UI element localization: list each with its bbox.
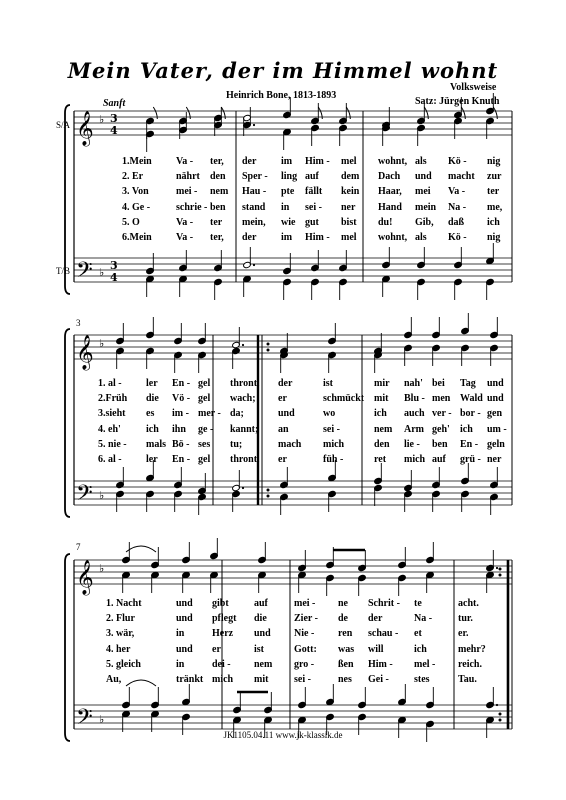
lyric-syllable: und	[487, 393, 504, 405]
flat-key-signature-icon: ♭	[99, 337, 105, 350]
lyric-syllable: Him -	[368, 658, 393, 670]
flat-key-signature-icon: ♭	[99, 713, 105, 726]
lyric-syllable: En -	[172, 454, 191, 465]
treble-clef-icon: 𝄞	[76, 560, 94, 595]
lyric-syllable: mals	[146, 438, 166, 450]
lyric-syllable: mich	[404, 454, 426, 465]
lyric-syllable: mel	[341, 156, 357, 167]
lyric-syllable: als	[415, 156, 427, 167]
lyric-syllable: ver -	[432, 408, 452, 420]
lyric-syllable: ter,	[210, 156, 224, 167]
lyric-syllable: ner	[487, 454, 502, 465]
time-sig-bottom: 4	[110, 271, 118, 284]
time-sig-top: 3	[110, 259, 118, 272]
lyric-syllable: Na -	[414, 613, 433, 625]
repeat-dot	[267, 495, 270, 498]
lyric-syllable: mehr?	[458, 643, 486, 655]
lyric-syllable: ner	[341, 201, 356, 213]
lyricist-credit: Heinrich Bone, 1813-1893	[226, 90, 337, 101]
lyric-syllable: 3.sieht	[98, 408, 126, 420]
repeat-dot	[499, 574, 502, 577]
note-dot	[496, 567, 498, 569]
time-sig-top: 3	[110, 112, 118, 125]
lyric-syllable: Wald	[460, 393, 483, 405]
lyric-syllable: Blu -	[404, 393, 425, 405]
lyric-syllable: im	[281, 156, 293, 167]
lyric-syllable: stand	[242, 201, 266, 213]
lyric-syllable: bor -	[460, 408, 481, 420]
lyric-syllable: acht.	[458, 598, 479, 609]
lyric-syllable: ich	[414, 643, 427, 655]
measure-number-3: 3	[76, 318, 81, 328]
lyric-syllable: Kö -	[448, 232, 467, 243]
lyric-syllable: wohnt,	[378, 156, 408, 167]
lyric-syllable: mei	[415, 186, 431, 198]
footer-credit: JK1105.04.11 www.jk-klassik.de	[223, 730, 343, 740]
lyric-syllable: zur	[487, 171, 502, 183]
lyric-syllable: und	[278, 408, 295, 420]
lyric-syllable: macht	[448, 171, 475, 183]
lyric-syllable: auf	[254, 598, 268, 609]
lyric-syllable: daß	[448, 216, 465, 228]
lyric-syllable: Him -	[305, 232, 330, 243]
lyric-syllable: Hand	[378, 201, 402, 213]
lyric-syllable: der	[278, 378, 293, 389]
lyric-syllable: nig	[487, 156, 501, 167]
lyric-syllable: bei	[432, 378, 445, 389]
lyric-syllable: Gib,	[415, 216, 434, 228]
lyric-syllable: ren	[338, 628, 353, 640]
lyric-syllable: 2. Er	[122, 171, 144, 183]
lyric-syllable: Gott:	[294, 643, 317, 655]
lyric-syllable: nes	[338, 674, 352, 685]
note-dot	[253, 124, 255, 126]
lyric-syllable: wach;	[230, 393, 256, 405]
lyric-syllable: gel	[198, 378, 211, 389]
lyric-syllable: da;	[230, 408, 244, 420]
lyric-syllable: schrie -	[176, 201, 208, 213]
lyric-syllable: 1.Mein	[122, 156, 152, 167]
lyric-syllable: mit	[374, 393, 389, 405]
lyric-syllable: 4. her	[106, 643, 131, 655]
lyric-syllable: er	[278, 393, 287, 405]
lyric-syllable: ßen	[338, 658, 354, 670]
repeat-dot	[499, 713, 502, 716]
lyric-syllable: ist	[254, 643, 264, 655]
lyric-syllable: ret	[374, 454, 387, 465]
tempo-marking: Sanft	[103, 98, 126, 109]
lyric-syllable: und	[254, 628, 271, 640]
flat-key-signature-icon: ♭	[99, 489, 105, 502]
repeat-dot	[499, 568, 502, 571]
lyric-syllable: die	[254, 613, 267, 625]
repeat-dot	[267, 349, 270, 352]
lyric-syllable: Schrit -	[368, 598, 400, 609]
lyric-syllable: Him -	[305, 156, 330, 167]
time-sig-bottom: 4	[110, 124, 118, 137]
lyric-syllable: 6.Mein	[122, 232, 152, 243]
lyric-syllable: sei -	[305, 201, 322, 213]
lyric-syllable: dei -	[212, 658, 231, 670]
lyric-syllable: Tau.	[458, 674, 477, 685]
lyric-syllable: grü -	[460, 454, 481, 465]
lyric-syllable: nem	[254, 658, 273, 670]
lyric-syllable: und	[487, 378, 504, 389]
song-title: Mein Vater, der im Himmel wohnt	[67, 58, 499, 83]
lyric-syllable: in	[281, 201, 290, 213]
lyric-syllable: mel -	[414, 658, 436, 670]
flat-key-signature-icon: ♭	[99, 266, 105, 279]
lyric-syllable: ter	[487, 186, 500, 198]
lyric-syllable: und	[176, 613, 193, 625]
lyric-syllable: ne	[338, 598, 348, 609]
lyric-syllable: er	[278, 454, 287, 465]
system-bracket	[65, 329, 70, 517]
lyric-syllable: im -	[172, 408, 189, 420]
lyric-syllable: Sper -	[242, 171, 268, 183]
lyric-syllable: füh -	[323, 454, 344, 465]
lyric-syllable: wo	[323, 408, 336, 420]
lyric-syllable: mer -	[198, 408, 221, 420]
lyric-syllable: Va -	[176, 232, 194, 243]
note-dot	[496, 704, 498, 706]
lyric-syllable: geh'	[432, 423, 450, 435]
lyric-syllable: 4. eh'	[98, 423, 121, 435]
lyric-syllable: lie -	[404, 438, 420, 450]
lyric-syllable: pte	[281, 186, 295, 198]
note-dot	[242, 344, 244, 346]
voice-label-lower: T/B	[56, 266, 71, 276]
lyric-syllable: will	[368, 643, 384, 655]
lyric-syllable: nig	[487, 232, 501, 243]
lyric-syllable: de	[338, 613, 348, 625]
lyric-syllable: was	[338, 643, 355, 655]
lyric-syllable: nährt	[176, 171, 200, 183]
lyric-syllable: mach	[278, 438, 302, 450]
lyric-syllable: er.	[458, 628, 469, 640]
lyric-syllable: me,	[487, 201, 503, 213]
lyric-syllable: Nie -	[294, 628, 315, 640]
lyric-syllable: thront,	[230, 454, 260, 465]
lyric-syllable: der	[242, 156, 257, 167]
lyric-syllable: ter	[210, 216, 223, 228]
lyric-syllable: kein	[341, 186, 360, 198]
lyric-syllable: auch	[404, 408, 425, 420]
lyric-syllable: Gei -	[368, 674, 389, 685]
lyric-syllable: gel	[198, 454, 211, 465]
lyric-syllable: Dach	[378, 171, 401, 183]
lyric-syllable: mich	[323, 438, 345, 450]
system-bracket	[65, 554, 70, 741]
lyric-syllable: bist	[341, 216, 357, 228]
lyric-syllable: te	[414, 598, 422, 609]
lyric-syllable: als	[415, 232, 427, 243]
lyric-syllable: Vö -	[172, 393, 191, 405]
lyric-syllable: tränkt	[176, 674, 204, 685]
lyric-syllable: mein,	[242, 216, 266, 228]
lyric-syllable: 1. al -	[98, 378, 122, 389]
lyric-syllable: mei -	[176, 186, 198, 198]
lyric-syllable: gut	[305, 216, 319, 228]
lyric-syllable: Haar,	[378, 186, 402, 198]
lyric-syllable: Herz	[212, 628, 234, 640]
lyric-syllable: du!	[378, 216, 393, 228]
system-bracket	[65, 105, 70, 294]
lyric-syllable: die	[146, 393, 159, 405]
lyric-syllable: Tag	[460, 378, 476, 389]
lyric-syllable: 5. O	[122, 216, 140, 228]
lyric-syllable: gro -	[294, 658, 315, 670]
lyric-syllable: 2. Flur	[106, 613, 135, 625]
repeat-dot	[499, 719, 502, 722]
lyric-syllable: schmückt	[323, 393, 365, 405]
lyric-syllable: mel	[341, 232, 357, 243]
lyric-syllable: ses	[198, 438, 211, 450]
flat-key-signature-icon: ♭	[99, 562, 105, 575]
lyric-syllable: ihn	[172, 423, 186, 435]
lyric-syllable: ich	[146, 423, 159, 435]
lyric-syllable: tu;	[230, 438, 243, 450]
lyric-syllable: und	[176, 598, 193, 609]
lyric-syllable: er	[212, 643, 221, 655]
lyric-syllable: gel	[198, 393, 211, 405]
lyric-syllable: ich	[374, 408, 387, 420]
composer-credit: Volksweise	[450, 82, 497, 93]
lyric-syllable: nah'	[404, 378, 423, 389]
treble-clef-icon: 𝄞	[76, 111, 94, 146]
lyric-syllable: geln	[487, 438, 505, 450]
lyric-syllable: den	[374, 438, 390, 450]
lyric-syllable: Arm	[404, 423, 424, 435]
lyric-syllable: gibt	[212, 598, 229, 609]
lyric-syllable: Au,	[106, 674, 122, 685]
lyric-syllable: 2.Früh	[98, 393, 128, 405]
lyric-syllable: mich	[212, 674, 234, 685]
lyric-syllable: sei -	[294, 674, 311, 685]
lyric-syllable: in	[176, 628, 185, 640]
lyric-syllable: 3. Von	[122, 186, 149, 198]
bass-clef-icon: 𝄢	[76, 705, 93, 735]
lyric-syllable: Va -	[176, 216, 194, 228]
lyric-syllable: 5. gleich	[106, 658, 141, 670]
lyric-syllable: Bö -	[172, 438, 190, 450]
lyric-syllable: Hau -	[242, 186, 267, 198]
lyric-syllable: ich	[487, 216, 500, 228]
lyric-syllable: Na -	[448, 201, 467, 213]
lyric-syllable: der	[368, 613, 383, 625]
lyric-syllable: und	[176, 643, 193, 655]
lyric-syllable: 4. Ge -	[122, 201, 151, 213]
lyric-syllable: men	[432, 393, 451, 405]
arranger-credit: Satz: Jürgen Knuth	[415, 96, 500, 107]
note-dot	[253, 264, 255, 266]
bass-clef-icon: 𝄢	[76, 481, 93, 511]
lyric-syllable: es	[146, 408, 155, 420]
bass-clef-icon: 𝄢	[76, 258, 93, 288]
lyric-syllable: stes	[414, 674, 430, 685]
lyric-syllable: 6. al -	[98, 454, 122, 465]
lyric-syllable: auf	[305, 171, 319, 183]
lyric-syllable: auf	[432, 454, 446, 465]
lyric-syllable: ge -	[198, 423, 214, 435]
lyric-syllable: ist	[323, 378, 333, 389]
lyric-syllable: pflegt	[212, 613, 237, 625]
slur	[126, 680, 156, 686]
lyric-syllable: mei -	[294, 598, 316, 609]
lyric-syllable: in	[176, 658, 185, 670]
lyric-syllable: thront,	[230, 378, 260, 389]
lyric-syllable: nem	[374, 423, 393, 435]
lyric-syllable: mit	[254, 674, 269, 685]
lyric-syllable: mein	[415, 201, 437, 213]
note-dot	[242, 487, 244, 489]
lyric-syllable: En -	[460, 438, 479, 450]
measure-number-7: 7	[76, 542, 81, 552]
lyric-syllable: 3. wär,	[106, 628, 135, 640]
lyric-syllable: und	[415, 171, 432, 183]
flat-key-signature-icon: ♭	[99, 113, 105, 126]
lyric-syllable: ben	[210, 201, 226, 213]
lyric-syllable: ben	[432, 438, 448, 450]
lyric-syllable: ich	[460, 423, 473, 435]
lyric-syllable: et	[414, 628, 422, 640]
lyric-syllable: sei -	[323, 423, 340, 435]
lyric-syllable: Zier -	[294, 613, 318, 625]
lyric-syllable: ler	[146, 454, 158, 465]
repeat-dot	[267, 489, 270, 492]
lyric-syllable: Va -	[448, 186, 466, 198]
lyric-syllable: wie	[281, 216, 296, 228]
lyric-syllable: schau -	[368, 628, 399, 640]
lyric-syllable: ler	[146, 378, 158, 389]
lyric-syllable: Va -	[176, 156, 194, 167]
lyric-syllable: den	[210, 171, 226, 183]
lyric-syllable: der	[242, 232, 257, 243]
lyric-syllable: dem	[341, 171, 360, 183]
lyric-syllable: tur.	[458, 613, 473, 625]
lyric-syllable: En -	[172, 378, 191, 389]
lyric-syllable: reich.	[458, 658, 482, 670]
lyric-syllable: kannt;	[230, 423, 259, 435]
voice-label-upper: S/A	[56, 120, 71, 130]
lyric-syllable: nem	[210, 186, 229, 198]
lyric-syllable: gen	[487, 408, 502, 420]
lyric-syllable: im	[281, 232, 293, 243]
lyric-syllable: mir	[374, 378, 390, 389]
treble-clef-icon: 𝄞	[76, 335, 94, 370]
lyric-syllable: um -	[487, 423, 507, 435]
repeat-dot	[267, 343, 270, 346]
lyric-syllable: an	[278, 423, 289, 435]
lyric-syllable: ling	[281, 171, 298, 183]
lyric-syllable: Kö -	[448, 156, 467, 167]
lyric-syllable: ter,	[210, 232, 224, 243]
lyric-syllable: fällt	[305, 186, 323, 198]
lyric-syllable: 1. Nacht	[106, 598, 142, 609]
slur	[126, 546, 156, 552]
lyric-syllable: 5. nie -	[98, 438, 127, 450]
lyric-syllable: wohnt,	[378, 232, 408, 243]
